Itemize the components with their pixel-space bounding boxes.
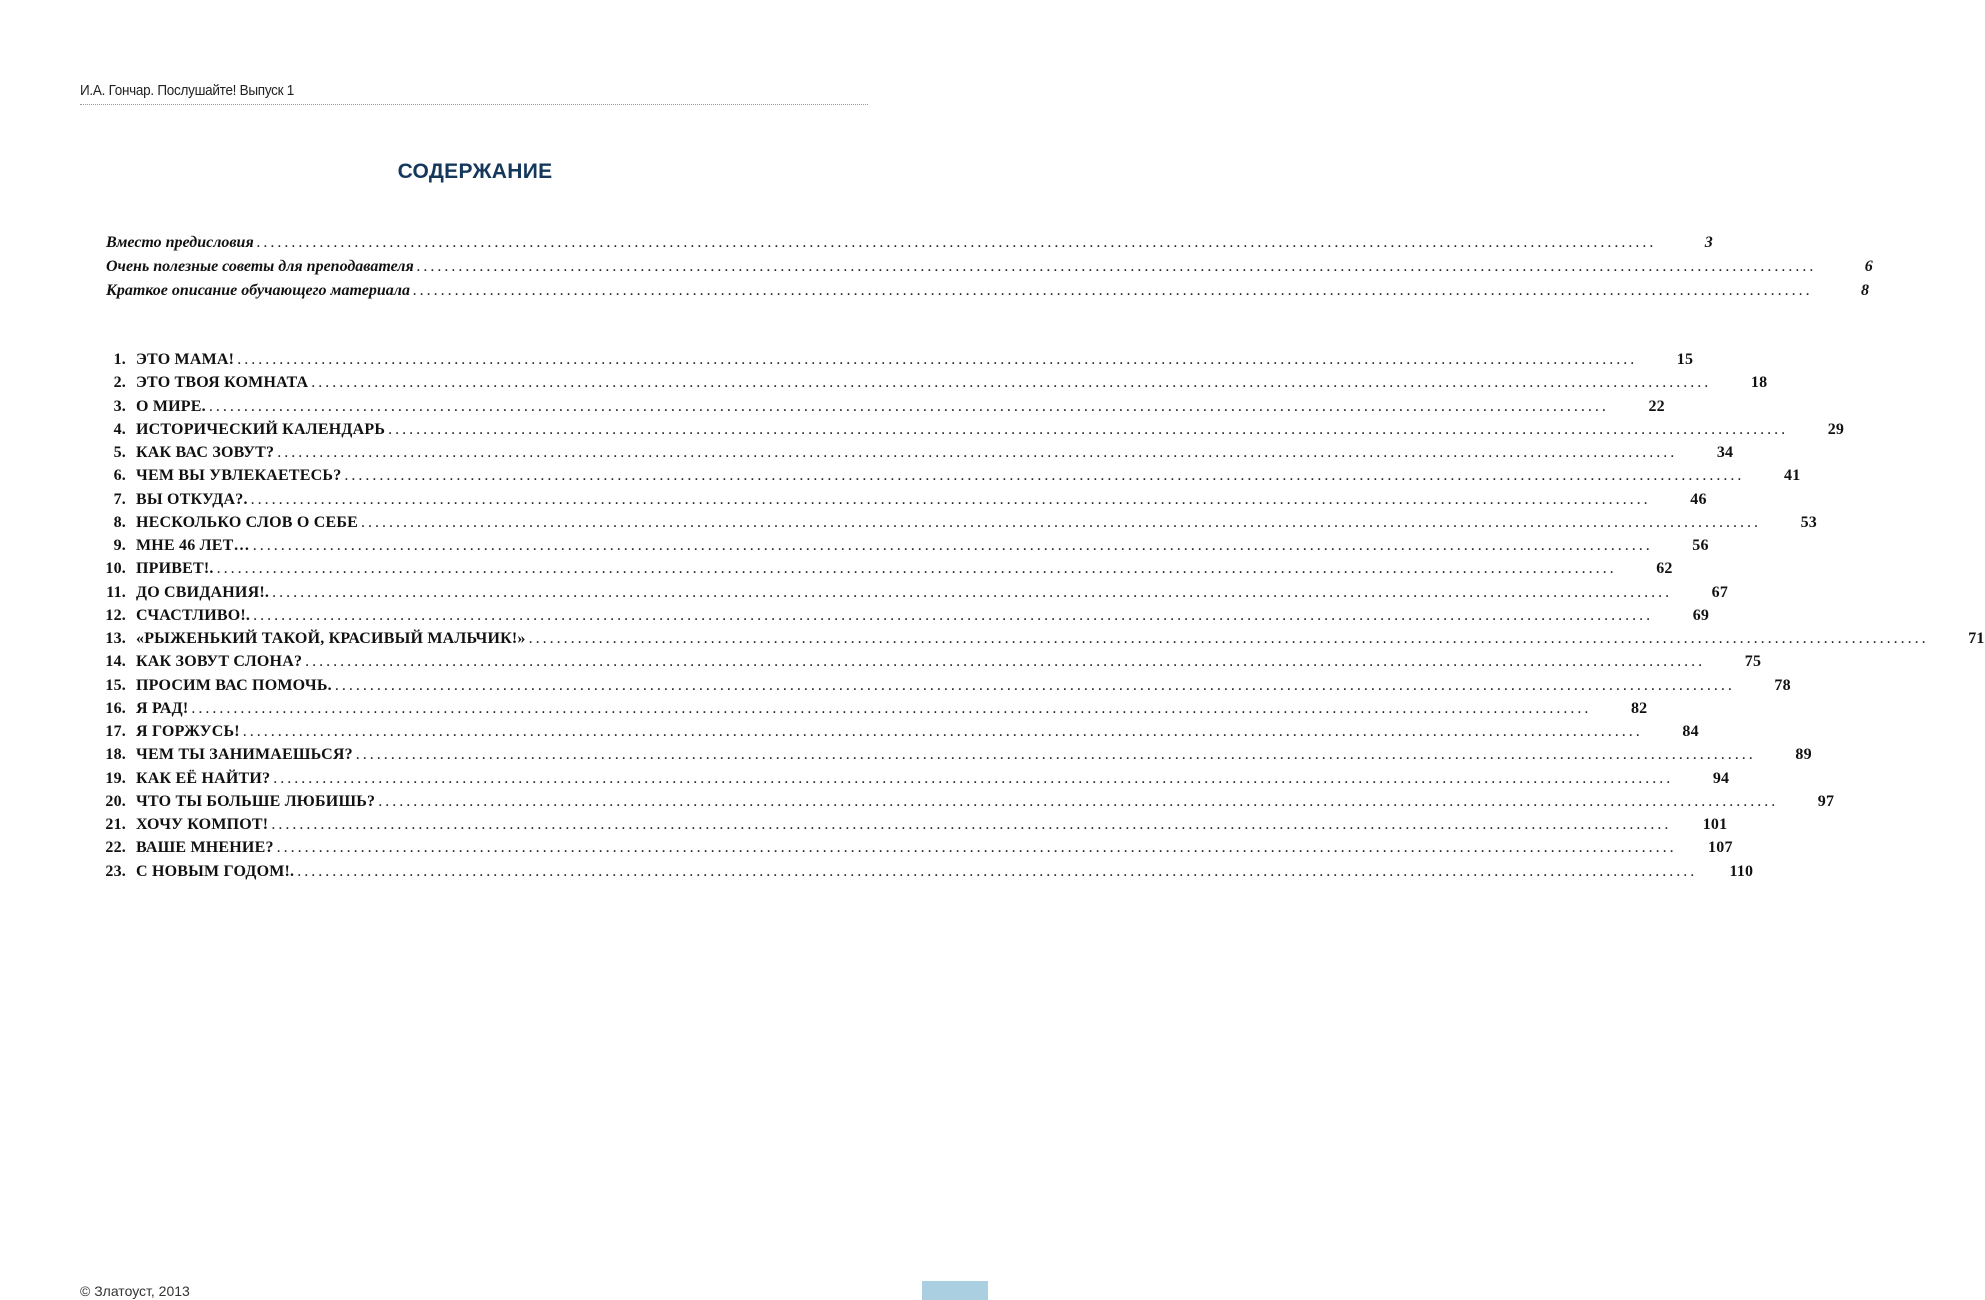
entry-title: ЭТО МАМА! [136,351,235,368]
toc-intro-entry[interactable] [106,234,1713,258]
dot-leader: ........................................................................................................................................................................................................ [388,420,1789,438]
entry-title: ЧЕМ ТЫ ЗАНИМАЕШЬСЯ? [136,746,353,764]
page-number: 84 [1682,723,1699,740]
chapter-number: 8. [113,513,126,531]
dot-leader: ........................................................................................................................................................................................................ [311,374,1712,392]
page-number: 101 [1702,816,1728,833]
toc-chapter-entry[interactable] [94,676,1791,700]
dot-leader: ........................................................................................................................................................................................................ [208,397,1609,415]
toc-chapter-entry[interactable] [94,490,1707,514]
dot-leader: ........................................................................................................................................................................................................ [253,606,1654,624]
chapter-number: 12. [105,606,126,624]
page-number: 69 [1692,606,1710,624]
dot-leader: ........................................................................................................................................................................................................ [305,653,1706,671]
dot-leader: ........................................................................................................................................................................................................ [271,816,1672,833]
chapter-number: 2. [113,374,126,392]
page-number: 46 [1690,490,1707,508]
toc-chapter-entry[interactable] [94,862,1754,886]
entry-title: Я РАД! [136,699,189,717]
page-number: 110 [1729,862,1754,880]
chapter-number: 16. [105,699,126,717]
entry-title: О МИРЕ. [136,397,206,415]
running-head: И.А. Гончар. Послушайте! Выпуск 1 [80,82,295,99]
toc-chapter-entry[interactable] [94,351,1694,374]
chapter-number: 9. [113,537,126,554]
footer-page-tab [922,1281,988,1300]
toc-chapter-entry[interactable] [94,630,1985,653]
chapter-number: 21. [105,816,126,833]
page-number: 82 [1630,699,1648,717]
chapter-number: 4. [113,420,126,438]
dot-leader: ........................................................................................................................................................................................................ [355,746,1756,764]
dot-leader: ........................................................................................................................................................................................................ [416,258,1817,275]
toc-chapter-entry[interactable] [94,699,1648,723]
toc-chapter-entry[interactable] [94,839,1733,862]
page-number: 8 [1860,282,1869,299]
page-number: 56 [1692,537,1709,554]
dot-leader: ........................................................................................................................................................................................................ [297,862,1698,880]
page-title: СОДЕРЖАНИЕ [397,160,553,183]
page-number: 97 [1817,792,1835,810]
chapter-number: 18. [105,746,126,764]
dot-leader: ........................................................................................................................................................................................................ [276,839,1677,857]
dot-leader: ........................................................................................................................................................................................................ [242,723,1643,740]
chapter-number: 22. [105,839,126,857]
footer-copyright: © Златоуст, 2013 [80,1283,190,1299]
entry-title: Очень полезные советы для преподавателя [106,258,414,275]
page-number: 29 [1827,420,1845,438]
dot-leader: ........................................................................................................................................................................................................ [412,282,1813,299]
toc-chapter-entry[interactable] [94,420,1845,444]
dot-leader: ........................................................................................................................................................................................................ [277,444,1678,461]
page-number: 53 [1800,513,1817,531]
toc-chapter-entry[interactable] [94,816,1728,839]
chapter-number: 20. [105,792,126,810]
chapter-number: 15. [105,676,126,694]
toc-chapter-entry[interactable] [94,723,1699,746]
entry-title: ИСТОРИЧЕСКИЙ КАЛЕНДАРЬ [136,420,386,438]
entry-title: ЧЕМ ВЫ УВЛЕКАЕТЕСЬ? [136,467,342,485]
entry-title: Краткое описание обучающего материала [106,282,410,299]
page-number: 18 [1750,374,1768,392]
toc-intro-entry[interactable] [106,258,1873,282]
chapter-number: 14. [105,653,126,671]
entry-title: ЭТО ТВОЯ КОМНАТА [136,374,309,392]
page-number: 107 [1708,839,1733,857]
page-number: 89 [1795,746,1812,764]
dot-leader: ........................................................................................................................................................................................................ [344,467,1745,485]
chapter-number: 23. [105,862,126,880]
toc-chapter-entry[interactable] [94,653,1762,676]
page-number: 34 [1716,444,1734,461]
toc-chapter-entry[interactable] [94,560,1673,583]
chapter-number: 5. [113,444,126,461]
entry-title: Я ГОРЖУСЬ! [136,723,240,740]
entry-title: КАК ВАС ЗОВУТ? [136,444,275,461]
dot-leader: ........................................................................................................................................................................................................ [252,537,1653,554]
dot-leader: ........................................................................................................................................................................................................ [334,676,1735,694]
chapter-number: 7. [113,490,126,508]
dot-leader: ........................................................................................................................................................................................................ [191,699,1592,717]
toc-chapter-entry[interactable] [94,583,1729,607]
chapter-number: 13. [105,630,126,647]
page-number: 41 [1784,467,1801,485]
chapter-number: 19. [105,769,126,787]
chapter-number: 10. [105,560,126,578]
toc-chapter-entry[interactable] [94,467,1801,490]
chapter-number: 6. [113,467,126,485]
dot-leader: ........................................................................................................................................................................................................ [528,630,1929,647]
toc-chapter-entry[interactable] [94,374,1768,397]
page-number: 67 [1711,583,1729,601]
chapter-number: 17. [105,723,126,740]
toc-chapter-entry[interactable] [94,537,1709,560]
entry-title: ПРИВЕТ!. [136,560,214,578]
chapter-number: 3. [113,397,126,415]
entry-title: ДО СВИДАНИЯ!. [136,583,270,601]
toc-chapter-entry[interactable] [94,792,1835,816]
dot-leader: ........................................................................................................................................................................................................ [216,560,1617,578]
entry-title: ЧТО ТЫ БОЛЬШЕ ЛЮБИШЬ? [136,792,376,810]
dot-leader: ........................................................................................................................................................................................................ [256,234,1657,251]
toc-chapter-entry[interactable] [94,746,1812,769]
toc-chapter-entry[interactable] [94,606,1710,630]
chapter-number: 1. [113,351,126,368]
entry-title: ХОЧУ КОМПОТ! [136,816,269,833]
entry-title: КАК ЗОВУТ СЛОНА? [136,653,303,671]
page-number: 71 [1968,630,1985,647]
toc-intro-list [106,234,1873,306]
toc-chapter-entry[interactable] [94,397,1665,421]
page-number: 15 [1676,351,1694,368]
dot-leader: ........................................................................................................................................................................................................ [273,769,1674,787]
dot-leader: ........................................................................................................................................................................................................ [250,490,1651,508]
header-divider [80,104,868,105]
entry-title: МНЕ 46 ЛЕТ… [136,537,250,554]
page-number: 6 [1864,258,1873,275]
entry-title: НЕСКОЛЬКО СЛОВ О СЕБЕ [136,513,358,531]
entry-title: ВАШЕ МНЕНИЕ? [136,839,274,857]
entry-title: КАК ЕЁ НАЙТИ? [136,769,271,787]
entry-title: СЧАСТЛИВО!. [136,606,251,624]
entry-title: ВЫ ОТКУДА?. [136,490,248,508]
toc-chapter-entry[interactable] [94,444,1734,467]
page-number: 94 [1712,769,1730,787]
entry-title: ПРОСИМ ВАС ПОМОЧЬ. [136,676,332,694]
toc-chapter-list [94,351,1985,886]
page-number: 62 [1656,560,1673,578]
dot-leader: ........................................................................................................................................................................................................ [361,513,1761,531]
dot-leader: ........................................................................................................................................................................................................ [237,351,1638,368]
page-number: 75 [1744,653,1762,671]
toc-intro-entry[interactable] [106,282,1869,306]
toc-chapter-entry[interactable] [94,769,1730,793]
page-number: 3 [1704,234,1713,251]
entry-title: «РЫЖЕНЬКИЙ ТАКОЙ, КРАСИВЫЙ МАЛЬЧИК!» [136,630,526,647]
page-number: 22 [1648,397,1665,415]
entry-title: Вместо предисловия [106,234,254,251]
toc-chapter-entry[interactable] [94,513,1817,537]
dot-leader: ........................................................................................................................................................................................................ [378,792,1779,810]
page-number: 78 [1774,676,1791,694]
entry-title: С НОВЫМ ГОДОМ!. [136,862,295,880]
dot-leader: ........................................................................................................................................................................................................ [272,583,1673,601]
chapter-number: 11. [106,583,126,601]
